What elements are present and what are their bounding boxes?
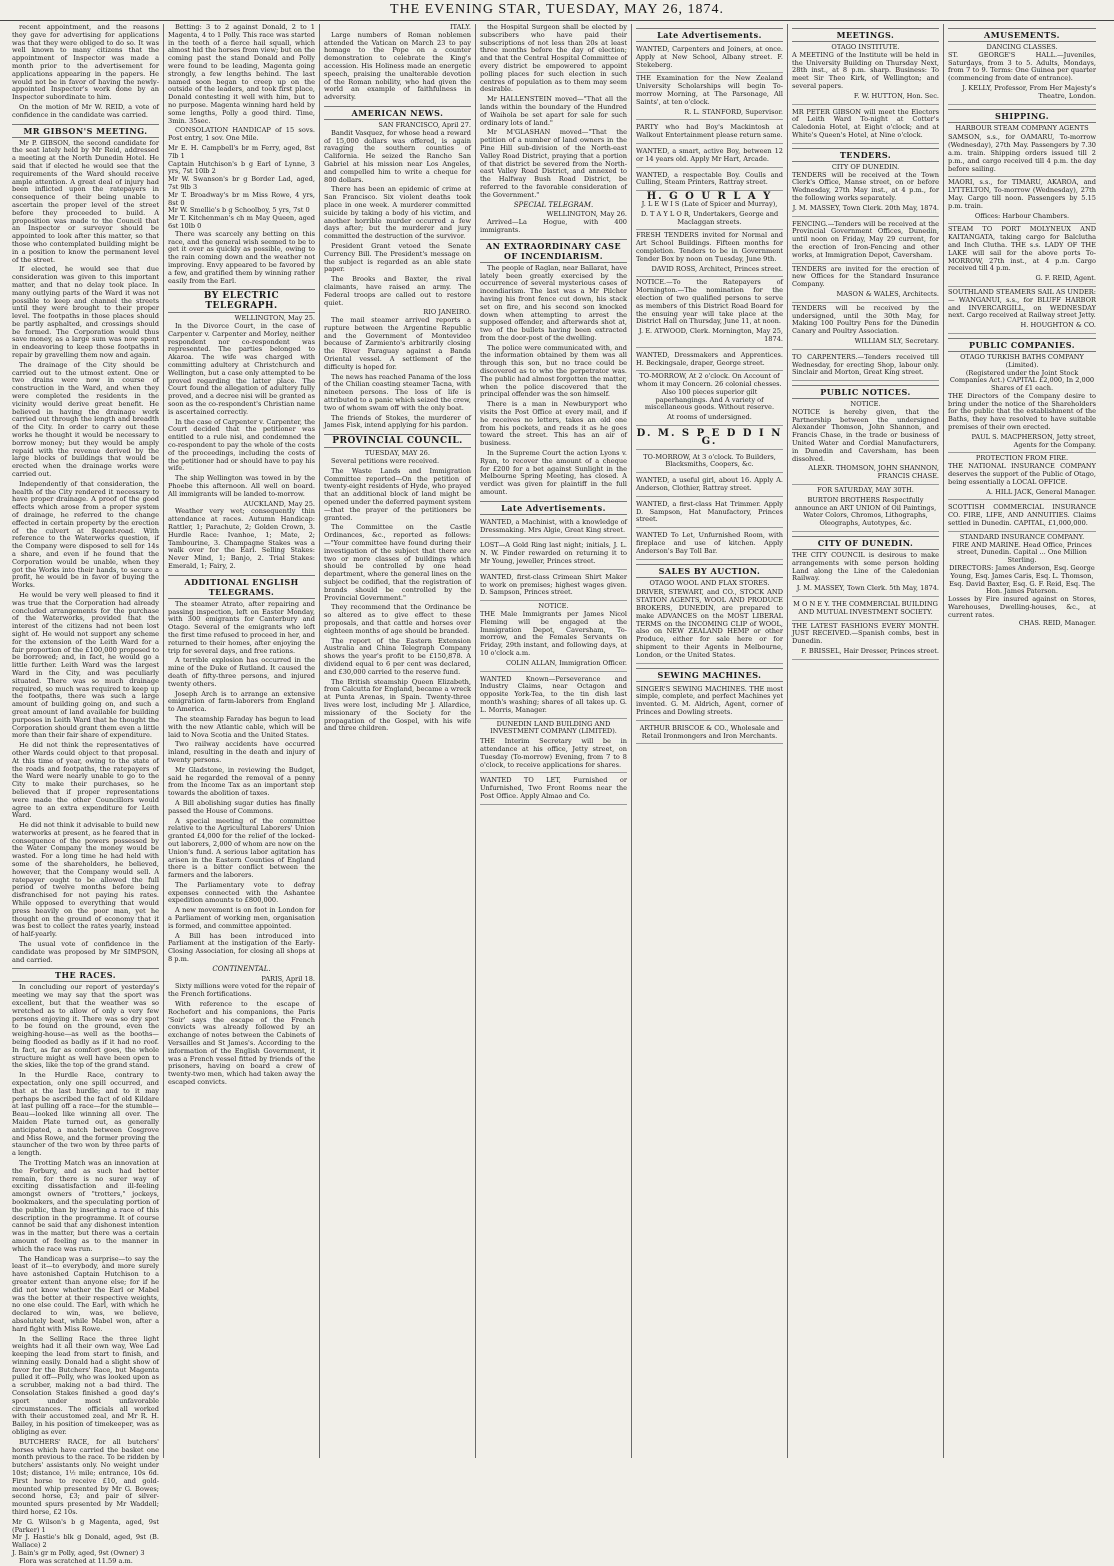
advertisement: WANTED, a useful girl, about 16. Apply A. Anderson, Clothier, Rattray street.	[636, 475, 783, 497]
section-heading: PROVINCIAL COUNCIL.	[324, 434, 471, 448]
notice-heading: CITY OF DUNEDIN.	[831, 162, 900, 171]
advertisement-name: D. T A Y L O R, Undertakers, George and Maclaggan streets.	[636, 209, 783, 231]
paragraph: the Hospital Surgeon shall be elected by subscribers who have paid their subscriptions of not less than 20s at least three months before the day of election; and that the Central Hospital Committee of every district be empowered to appoint polling places for such election in such centres of population as to them may seem desirable.	[480, 23, 627, 94]
paragraph: In the Hurdle Race, contrary to expectation, only one spill occurred, and that at the last hurdle; and to it may perhaps be ascribed the fact of old Kildare at last pulling off a race—for the stumble—Beau—looked like winning all over. The Maiden Plate turned out, as generally anticipated, a match between Cosgrove and Miss Rowe, and the former proving the stauncher of the two won by three parts of a length.	[12, 1071, 159, 1158]
section-heading: AMUSEMENTS.	[948, 28, 1096, 42]
section-heading: AMERICAN NEWS.	[324, 106, 471, 120]
paragraph: He would be very well pleased to find it was true that the Corporation had already concluded arrangements for the purchase of the Waterworks, provided that the interest of the citizens had not been lost sight of. He would not support any scheme for the extension of the Leith Ward for a fair proportion of the £100,000 proposed to be borrowed; and, in fact, he would go a little further. Leith Ward was the largest Ward in the City, and was peculiarly situated. There was so much drainage required, so much was required to keep up the footpaths, there was such a large amount of building going on, and such a great amount of land available for building purposes in Leith Ward that he thought the Corporation should grant them even a little more than their fair share of expenditure.	[12, 590, 159, 740]
paragraph: BUTCHERS' RACE, for all butchers' horses which have carried the basket one month previous to the race. To be ridden by butchers' assistants only. No weight under 10st; distance, 1½ mile; entrance, 10s 6d. First horse to receive £10, and gold-mounted whip presented by Mr G. Bowes; second horse, £3; and pair of silver-mounted spurs presented by Mr Waddell; third horse, £2 10s.	[12, 1437, 159, 1517]
advertisement: WANTED, first-class Crimean Shirt Maker to work on premises; highest wages given. D. Sampson, Princes street.	[480, 572, 627, 601]
advertisement: M O N E Y. THE COMMERCIAL BUILDING AND MUTUAL INVESTMENT SOCIETY.	[792, 599, 939, 621]
advertisement: TENDERS will be received at the Town Clerk's Office, Manse street, on or before Wednesday, 27th May inst., at 4 p.m., for the following works separately.	[792, 170, 939, 202]
advertisement: SINGER'S SEWING MACHINES. THE most simple, complete, and perfect Machines yet invented. G. M. Aldrich, Agent, corner of Princes and Dowling streets.	[636, 684, 783, 721]
advertisement-signature: F. W. HUTTON, Hon. Sec.	[792, 91, 939, 105]
paragraph: A new movement is on foot in London for a Parliament of working men, organisation is formed, and committee appointed.	[168, 906, 315, 930]
paragraph: The people of Raglan, near Ballarat, have lately been greatly exercised by the occurrence of several mysterious cases of incendiarism. The last was a Mr Pilcher having his front fence cut down, his stack set on fire, and his second son knocked down when attempting to arrest the supposed offender, and afterwards shot at, two of the bullets having been extracted from the door-post of the dwelling.	[480, 263, 627, 342]
section-heading: ADDITIONAL ENGLISH TELEGRAMS.	[168, 575, 315, 599]
paragraph: With reference to the escape of Rochefort and his companions, the Paris 'Soir' says the escape of the French convicts was already followed by an exchange of notes between the Cabinets of Versailles and St James's. According to the information of the English Government, it was a French vessel fitted by friends of the prisoners, having on board a crew of twenty-two men, which had taken away the escaped convicts.	[168, 1000, 315, 1087]
advertisement: Losses by Fire insured against on Stores, Warehouses, Dwelling-houses, &c., at current rates.	[948, 595, 1096, 619]
advertisement-signature: R. L. STANFORD, Supervisor.	[636, 107, 783, 121]
paragraph: Two railway accidents have occurred inland, resulting in the death and injury of twenty persons.	[168, 740, 315, 764]
paragraph: A Bill has been introduced into Parliament at the instigation of the Early-Closing Association, for closing all shops at 8 p.m.	[168, 931, 315, 964]
advertisement: WANTED, Dressmakers and Apprentices. H. Beckingsale, draper, George street.	[636, 350, 783, 372]
paragraph: Flora was scratched at 11.59 a.m.	[19, 1556, 133, 1565]
paragraph: There is a man in Newburyport who visits the Post Office at every mail, and if he receives no letters, takes an old one from his pockets, and reads it as he goes toward the street. This has an air of business.	[480, 400, 627, 448]
section-heading: TENDERS.	[792, 148, 939, 162]
column-3	[320, 24, 476, 1458]
paragraph: The steamship Faraday has begun to lead with the new Atlantic cable, which will be laid to Nova Scotia and the United States.	[168, 714, 315, 739]
paragraph: The police were communicated with, and the information obtained by them was all through this son, but no trace could be discovered as to who the perpetrator was. The public had almost forgotten the matter, when the police discovered that the principal offender was the son himself.	[480, 343, 627, 399]
paragraph: They recommend that the Ordinance be so altered as to give effect to these proposals, and that cattle and horses over eighteen months of age should be branded.	[324, 603, 471, 635]
paragraph: On the motion of Mr W. REID, a vote of confidence in the candidate was carried.	[12, 102, 159, 119]
paragraph: There has been an epidemic of crime at San Francisco. Six violent deaths took place in one week. A murderer committed suicide by taking a body of his victim, and another horrible murder occurred a few days after; but the murderer and jury committed the destruction of the survivor.	[324, 185, 471, 241]
section-heading: SEWING MACHINES.	[636, 668, 783, 682]
advertisement: THE NATIONAL INSURANCE COMPANY deserves the support of the Public of Otago, being essentially a LOCAL OFFICE.	[948, 462, 1096, 486]
advertisement: A MEETING of the Institute will be held in the University Building on Thursday Next, 28th inst., at 8 p.m. sharp. Business: To meet Sir Theo Kirk, of Wellington; and several papers.	[792, 50, 939, 90]
advertisement: WANTED, a respectable Boy. Coulls and Culling, Steam Printers, Rattray street.	[636, 170, 783, 192]
race-result: Mr T. Kitchenman's ch m May Queen, aged 6st 10lb 0	[168, 214, 315, 230]
paragraph: The report of the Eastern Extension Australia and China Telegraph Company shows the year's profit to be £150,878. A dividend equal to 6 per cent was declared, and £30,000 carried to the reserve fund.	[324, 636, 471, 676]
advertisement: LOST—A Gold Ring last night; initials, J. L. N. W. Finder rewarded on returning it to Mr Young, jeweller, Princes street.	[480, 540, 627, 569]
section-heading: MEETINGS.	[792, 28, 939, 42]
advertisement-signature: J. M. MASSEY, Town Clerk. 5th May, 1874.	[792, 583, 939, 597]
paragraph: A terrible explosion has occurred in the mine of the Duke of Rutland. It caused the death of fifty-three persons, and injured twenty others.	[168, 656, 315, 688]
paragraph: The usual vote of confidence in the candidate was proposed by Mr SIMPSON, and carried.	[12, 940, 159, 964]
paragraph: The Waste Lands and Immigration Committee reported—On the petition of twenty-eight residents of Hyde, who prayed that an additional block of land might be opened under the deferred payment system—that the prayer of the petitioners be granted.	[324, 466, 471, 522]
dateline: AUCKLAND, May 25.	[243, 499, 315, 508]
advertisement: WANTED, Carpenters and Joiners, at once. Apply at New School, Albany street. F. Stekeberg.	[636, 44, 783, 73]
notice-heading: NOTICE.	[850, 400, 881, 409]
column-1	[8, 23, 164, 1565]
section-subheading: CONTINENTAL.	[212, 964, 271, 973]
advertisement: NOTICE.—To the Ratepayers of Mornington.—The nomination for the election of two qualified persons to serve as members of this District Road Board for the ensuing year will take place at the District Hall on Thursday, June 11, at noon.	[636, 278, 783, 326]
paragraph: Mr Gladstone, in reviewing the Budget, said he regarded the removal of a penny from the Income Tax as an important step towards the abolition of taxes.	[168, 765, 315, 798]
paragraph: In the Supreme Court the action Lyons v. Ryan, to recover the amount of a cheque for £200 for a bet against Sunlight in the Melbourne Spring Meeting, has closed. A verdict was given for plaintiff in the full amount.	[480, 449, 627, 497]
advertisement: TO CARPENTERS.—Tenders received till Wednesday, for erecting Shop, labour only. Sinclair and Morton, Great King street.	[792, 352, 939, 381]
advertisement: WANTED, a smart, active Boy, between 12 or 14 years old. Apply Mr Hart, Arcade.	[636, 146, 783, 168]
notice-heading: OTAGO TURKISH BATHS COMPANY (Limited).	[960, 352, 1084, 369]
column-7	[944, 24, 1100, 1458]
advertisement-signature: At rooms of undersigned.	[636, 412, 783, 426]
advertisement-signature: COLIN ALLAN, Immigration Officer.	[480, 658, 627, 672]
paragraph: Independently of that consideration, the health of the City rendered it necessary to have proper drainage. A proof of the good effects which arose from a proper system of drainage, he referred to the change effected in certain property by the erection of the culvert at Regent-road. With reference to the Waterworks question, if the Company were disposed to sell for 14s a share, and even if he found that the Corporation would be unable, when they got the Works into their hands, to secure a profit, he would be in favor of buying the Works.	[12, 479, 159, 590]
notice-heading: NOTICE.	[538, 602, 569, 611]
paragraph: In the Selling Race the three light weights had it all their own way, Wee Lad keeping the lead from start to finish, and winning easily. Donald had a slight show of favor for the Butchers' Race, but Magenta pulled it off—Polly, who was looked upon as a scrubber, making not a bad third. The Consolation Stakes finished a good day's sport under most unfavorable circumstances. The officials all worked with their accustomed zeal, and Mr R. H. Bailey, in his position of timekeeper, was as obliging as ever.	[12, 1334, 159, 1437]
section-heading: THE RACES.	[12, 968, 159, 982]
paragraph: The Brooks and Baxter, the rival claimants, have raised an army. The Federal troops are called out to restore quiet.	[324, 275, 471, 307]
paragraph: The British steamship Queen Elizabeth, from Calcutta for England, became a wreck at Punta Arenas, in Spain. Twenty-three lives were lost, including Mr J. Allardice, missionary of the Society for the propagation of the Gospel, with his wife and three children.	[324, 677, 471, 733]
advertisement: SAMSON, s.s., for OAMARU, To-morrow (Wednesday), 27th May. Passengers by 7.30 a.m. train. Shipping orders issued till 2 p.m., and cargo received till 4 p.m. the day before sailing.	[948, 132, 1096, 177]
advertisement: MR PETER GIBSON will meet the Electors of Leith Ward To-night at Cotter's Caledonia Hotel, at Eight o'clock; and at White's Queen's Hotel, at Nine o'clock.	[792, 107, 939, 144]
advertisement: TENDERS are invited for the erection of new Offices for the Standard Insurance Company.	[792, 264, 939, 289]
section-label: ITALY.	[450, 23, 471, 31]
advertisement: THE Examination for the New Zealand University Scholarships will begin To-morrow Morning, at The Parsonage, All Saints', at ten o'clock.	[636, 74, 783, 106]
paragraph: Weather very wet; consequently thin attendance at races. Autumn Handicap: Rattler, 1; Parachute, 2; Golden Crown, 3. Hurdle Race: Ivanhoe, 1; Mate, 2; Tambourine, 3. Champagne Stakes was a walk over for the Earl. Selling Stakes: Never Mind, 1; Banjo, 2. Trial Stakes: Emerald, 1; Fairy, 2.	[168, 507, 315, 570]
paragraph: The Committee on the Castle Ordinances, &c., reported as follows:—"Your committee have found during their investigation of the subject that there are two or more classes of buildings which should be controlled by one head department, where the general lines on the subject be codified, that the registration of brands should be controlled by the Provincial Government."	[324, 523, 471, 602]
paragraph: The mail steamer arrived reports a rupture between the Argentine Republic and the Government of Montevideo because of Zarmiento's arbitrarily closing the River Paraguay against a Banda Oriental vessel. A settlement of the difficulty is hoped for.	[324, 316, 471, 371]
section-heading: SHIPPING.	[948, 109, 1096, 123]
advertisement-name: D. M. S P E D D I N G.	[636, 428, 783, 450]
section-heading: CITY OF DUNEDIN.	[792, 536, 939, 550]
section-heading: SALES BY AUCTION.	[636, 564, 783, 578]
paragraph: In concluding our report of yesterday's meeting we may say that the sport was excellent, but that the weather was so wretched as to allow of only a very few persons enjoying it. There was so dry spot to be found on the ground, even the weighing-house—as well as the booths—being flooded as badly as if it had no roof. In fact, as far as comfort goes, the whole structure might as well have been open to the skies, like the top of the grand stand.	[12, 983, 159, 1070]
section-heading: Late Advertisements.	[480, 501, 627, 515]
notice-heading: OTAGO WOOL AND FLAX STORES.	[649, 578, 770, 587]
advertisement: NOTICE is hereby given, that the Partnership between the undersigned Alexander Thomson, John Shannon, and Francis Chase, in the trade or business of United Water and Cordial Manufacturers, in Dunedin and Caversham, has been dissolved.	[792, 407, 939, 463]
advertisement-signature: J. E. ATWOOD, Clerk. Mornington, May 25, 1874.	[636, 326, 783, 348]
race-result: Mr W. Swanson's br g Border Lad, aged, 7st 9lb 3	[168, 175, 315, 191]
advertisement: DIRECTORS: James Anderson, Esq. George Young, Esq. James Caris, Esq. L. Thomson, Esq. David Baxter, Esq. G. F. Reid, Esq. The Hon. James Paterson.	[949, 564, 1095, 596]
advertisement: WANTED Known—Perseverance and Industry Claims, near Octagon and opposite York-Tea, to the tin dish last month's washing; shares of all takes up. G. L. Morris, Manager.	[480, 674, 627, 719]
advertisement: THE Male Immigrants per James Nicol Fleming will be engaged at the Immigration Depot, Caversham, To-morrow, and the Females Servants on Friday, 29th instant, and following days, at 10 o'clock a.m.	[480, 610, 627, 657]
advertisement: THE Directors of the Company desire to bring under the notice of the Shareholders for the public that the establishment of the Baths, they have resolved to have suitable premises of their own erected.	[948, 391, 1096, 432]
paragraph: Mr HALLENSTEIN moved—"That all the lands within the boundary of the Hundred of Waihola be set apart for sale for such ordinary lots of land."	[480, 95, 627, 127]
paragraph: Arrived—La Hogue, with 400 immigrants.	[480, 218, 627, 234]
advertisement-signature: WILLIAM SLY, Secretary.	[792, 336, 939, 350]
advertisement-signature: J. KELLY, Professor, From Her Majesty's Theatre, London.	[948, 83, 1096, 105]
section-subheading: SPECIAL TELEGRAM.	[513, 200, 594, 209]
paragraph: A special meeting of the committee relative to the Agricultural Laborers' Union granted £4,000 for the relief of the locked-out laborers, 2,000 of whom are now on the Union's fund. A serious labor agitation has arisen in the Eastern Counties of England there is a bitter conflict between the farmers and the laborers.	[168, 816, 315, 880]
advertisement-signature: H. HOUGHTON & CO.	[948, 320, 1096, 334]
notice-heading: DUNEDIN LAND BUILDING AND INVESTMENT COMPANY (LIMITED).	[490, 719, 617, 736]
paragraph: Mr M'GLASHAN moved—"That the petition of a number of land owners in the Pine Hill sub-division of the North-east Valley Road District, praying that a portion of that district be severed from the North-east Valley Road District, and annexed to the Halfway Bush Road District, be referred to the favorable consideration of the Government."	[480, 128, 627, 199]
section-heading: Late Advertisements.	[636, 28, 783, 42]
section-heading: PUBLIC NOTICES.	[792, 385, 939, 399]
masthead: THE EVENING STAR, TUESDAY, MAY 26, 1874.	[0, 0, 1114, 21]
advertisement: MAORI, s.s., for TIMARU, AKAROA, and LYTTELTON, To-morrow (Wednesday), 27th May. Cargo till noon. Passengers by 5.15 p.m. train.	[948, 178, 1096, 210]
paragraph: The Parliamentary vote to defray expenses connected with the Ashantee expedition amounts to £800,000.	[168, 880, 315, 905]
advertisement: ST. GEORGE'S HALL.—Juveniles, Saturdays, from 3 to 5. Adults, Mondays, from 7 to 9. Terms: One Guinea per quarter (commencing from date of entrance).	[948, 50, 1096, 83]
dateline: PARIS, April 18.	[261, 974, 315, 983]
dateline: WELLINGTON, May 25.	[234, 314, 315, 323]
notice-heading: PROTECTION FROM FIRE.	[975, 454, 1069, 463]
advertisement-signature: PAUL S. MACPHERSON, Jetty street, Agents for the Company.	[948, 432, 1096, 454]
advertisement: WANTED TO LET, Furnished or Unfurnished, Two Front Rooms near the Post Office. Apply Almao and Co.	[480, 775, 627, 804]
race-result: J. Bain's gr m Polly, aged, 9st (Owner) 3	[12, 1549, 145, 1558]
advertisement-signature: F. BRISSEL, Hair Dresser, Princes street.	[792, 646, 939, 660]
advertisement: DRIVER, STEWART, and CO., STOCK AND STATION AGENTS, WOOL AND PRODUCE BROKERS, DUNEDIN, are prepared to make ADVANCES on the MOST LIBERAL TERMS on the INCOMING CLIP of WOOL, also on NEW ZEALAND HEMP or other Produce, either for sale here or for shipment to their Agents in Melbourne, London, or the United States.	[636, 587, 783, 663]
advertisement-signature: DAVID ROSS, Architect, Princes street.	[636, 264, 783, 278]
advertisement: TO-MORROW, At 2 o'clock. On Account of whom it may Concern. 26 colonial chesses. Also 100 pieces superior gilt paperhangings. And A variety of miscellaneous goods. Without reserve.	[637, 372, 782, 412]
paragraph: Sixty millions were voted for the repair of the French fortifications.	[168, 982, 315, 999]
section-heading: BY ELECTRIC TELEGRAPH.	[168, 289, 315, 313]
race-result: Mr E. H. Campbell's br m Ferry, aged, 8st 7lb 1	[168, 143, 315, 160]
advertisement-signature: ALEXR. THOMSON, JOHN SHANNON, FRANCIS CHASE.	[792, 463, 939, 485]
advertisement: SCOTTISH COMMERCIAL INSURANCE CO. FIRE, LIFE, AND ANNUITIES. Claims settled in Dunedin. CAPITAL, £1,000,000.	[948, 502, 1096, 531]
dateline: WELLINGTON, May 26.	[546, 210, 627, 219]
advertisement-signature: J. M. MASSEY, Town Clerk. 20th May, 1874.	[792, 203, 939, 217]
section-heading: AN EXTRAORDINARY CASE OF INCENDIARISM.	[480, 239, 627, 263]
section-heading: MR GIBSON'S MEETING.	[12, 124, 159, 138]
advertisement: WANTED To Let, Unfurnished Room, with fireplace and use of kitchen. Apply Anderson's Bay Toll Bar.	[636, 530, 783, 559]
column-4	[476, 24, 632, 1458]
dateline: TUESDAY, MAY 26.	[365, 449, 430, 458]
race-result: Captain Hutchison's b g Earl of Lynne, 3 yrs, 7st 10lb 2	[168, 159, 315, 176]
section-heading: PUBLIC COMPANIES.	[948, 338, 1096, 352]
paragraph: The ship Wellington was towed in by the Phoebe this afternoon. All well on board. All immigrants will be landed to-morrow.	[168, 474, 315, 498]
paragraph: The Handicap was a surprise—to say the least of it—to everybody, and more surely have astonished Captain Hutchison to a greater extent than anyone else; for if he did not know whether the Earl or Mabel was the better at their respective weights, no one else could. The Earl, with which he declared to win, was, we believe, absolutely beat, while Mabel won, after a hard fight with Miss Rowe.	[12, 1254, 159, 1333]
advertisement: THE LATEST FASHIONS EVERY MONTH. JUST RECEIVED.—Spanish combs, best in Dunedin.	[792, 621, 939, 646]
paragraph: The friends of Stokes, the murderer of James Fisk, intend applying for his pardon.	[324, 413, 471, 430]
race-result: Mr G. Wilson's b g Magenta, aged, 9st (Parker) 1	[12, 1517, 159, 1534]
paragraph: A Bill abolishing sugar duties has finally passed the House of Commons.	[168, 798, 315, 815]
advertisement-signature: Offices: Harbour Chambers.	[948, 211, 1096, 225]
paragraph: If elected, he would see that due consideration was given to this important matter, and that no delay took place. In many outlying parts of the Ward it was not possible to keep and channel the streets until they were brought to their proper level. The footpaths in those places should be partly asphalted, and crossings should be formed. The Corporation would thus save money, as a large sum was now spent in endeavoring to keep those footpaths in repair by gravelling them now and again.	[12, 265, 159, 360]
advertisement: FIRE AND MARINE. Head Office, Princes street, Dunedin. Capital ... One Million Sterling.	[952, 540, 1092, 565]
advertisement: PARTY who had Boy's Mackintosh at Walkout Entertainment please return same.	[636, 122, 783, 144]
advertisement-signature: MASON & WALES, Architects.	[792, 289, 939, 303]
advertisement: ARTHUR BRISCOE & CO., Wholesale and Retail Ironmongers and Iron Merchants.	[636, 723, 783, 745]
paragraph: There was scarcely any betting on this race, and the general wish seemed to be to get it over as quickly as possible, owing to the rain coming down and the weather not improving. Envy appeared to be favored by a few, and gratified them by winning rather easily from the Earl.	[168, 229, 315, 285]
paragraph: Several petitions were received.	[331, 457, 440, 466]
notice-heading: HARBOUR STEAM COMPANY AGENTS	[955, 123, 1089, 132]
column-2	[164, 24, 320, 1458]
paragraph: He did not think it advisable to build new waterworks at present, as he feared that in consequence of the powers possessed by the Water Company the money would be wasted. For a long time he had held with some of the shareholders, he believed, however, that the Company would sell. A ratepayer ought to be allowed the full period of twelve months before being disfranchised for not paying his rates. While opposed to everything that would press heavily on the poor man, yet he thought on the ground of economy that it was best to collect the rates yearly, instead of half-yearly.	[12, 821, 159, 939]
race-result: Mr J. Hastie's blk g Donald, aged, 9st (B. Wallace) 2	[12, 1533, 159, 1550]
paragraph: President Grant vetoed the Senate Currency Bill. The President's message on the subject is regarded as an able state paper.	[324, 241, 471, 274]
race-result: Mr W. Smellie's b g Schoolboy, 5 yrs, 7st 0	[168, 206, 310, 215]
paragraph: Mr P. GIBSON, the second candidate for the seat lately held by Mr Reid, addressed a meeting at the North Dunedin Hotel. He said that if elected he would see that the requirements of the Ward should receive ample attention. A great deal of injury had been inflicted upon the ratepayers in consequence of their being unable to ascertain the proper level of the street before they proceeded to build. A proposition was made to the Council that an Inspector or surveyor should be appointed to look after this matter, so that those who contemplated building might be in a position to know the permanent level of the street.	[12, 138, 159, 264]
advertisement: SOUTHLAND STEAMERS SAIL AS UNDER:— WANGANUI, s.s., for BLUFF HARBOR and INVERCARGILL, on WEDNESDAY next. Cargo received at Railway street Jetty.	[948, 287, 1096, 320]
paragraph: The news has reached Panama of the loss of the Chilian coasting steamer Tacna, with nineteen persons. The loss of life is attributed to a panic which seized the crew, two of whom swam off with the only boat.	[324, 372, 471, 412]
advertisement-name: J. L E W I S (Late of Spicer and Murray),	[641, 199, 778, 208]
advertisement: TO-MORROW, At 3 o'clock. To Builders, Blacksmiths, Coopers, &c.	[636, 452, 783, 474]
paragraph: recent appointment, and the reasons they gave for advertising for applications was that they were obliged to do so. It was well known to many citizens that the appointment of Inspector was made a month prior to the advertisement for applications appearing in the papers. He would not be in favor of having the newly-appointed Inspector's work done by an Inspector subordinate to him.	[12, 23, 159, 102]
paragraph: Betting: 3 to 2 against Donald, 2 to 1 Magenta, 4 to 1 Polly. This race was started in the teeth of a fierce hail squall, which almost hid the horses from view; but on the coming past the stand Donald and Polly were found to be leading, Magenta going strongly, a few lengths behind. The last named soon began to creep up on the outside of the leaders, and took first place, Donald contesting it well with him, but to no purpose. Magenta winning hard held by some lengths, Polly a good third. Time, 3min. 35sec.	[168, 23, 315, 125]
advertisement: FRESH TENDERS invited for Normal and Art School Buildings. Fifteen months for completion. Tenders to be in Government Tender Box by noon on Tuesday, June 9th.	[636, 231, 783, 263]
advertisement: TENDERS will be received by the undersigned, until the 30th May, for Making 100 Poultry Pens for the Dunedin Canary and Poultry Association.	[792, 303, 939, 336]
paragraph: Bandit Vasquez, for whose head a reward of 15,000 dollars was offered, is again ravaging the southern counties of California. He seized the Rancho San Gabriel at his mission near Los Angeles, and compelled him to write a cheque for 800 dollars.	[324, 128, 471, 184]
columns	[8, 23, 1108, 1565]
paragraph: The drainage of the City should be carried out to the utmost extent. One or two drains were now in course of construction in the Ward, and when they were completed the residents in the vicinity would derive great benefit. He believed in having the drainage work carried out through the length and breadth of the City. In order to carry out these works he thought it would be necessary to borrow money; but they would be amply repaid with the revenue derived by the large blocks of buildings that would be erected when the drainage works were carried out.	[12, 360, 159, 479]
notice-heading: DANCING CLASSES.	[986, 43, 1058, 51]
dateline: SAN FRANCISCO, April 27.	[378, 120, 471, 129]
paragraph: The steamer Atrato, after repairing and passing inspection, left on Easter Monday, with 300 emigrants for Canterbury and Otago. Several of the emigrants who left the first time refused to proceed in her, and returned to their homes, after enjoying the trip for several days, and free rations.	[168, 599, 315, 655]
notice-heading: OTAGO INSTITUTE.	[831, 43, 900, 51]
paragraph: CONSOLATION HANDICAP of 15 sovs. Post entry, 1 sov. One Mile.	[168, 126, 315, 143]
race-result: Mr T. Broadway's br m Miss Rowe, 4 yrs, 8st 0	[168, 190, 315, 207]
advertisement-signature: A. HILL JACK, General Manager.	[948, 487, 1096, 501]
advertisement: THE Interim Secretary will be in attendance at his office, Jetty street, on Tuesday (To-morrow) Evening, from 7 to 8 o'clock, to receive applications for shares.	[480, 736, 627, 773]
advertisement: THE CITY COUNCIL is desirous to make arrangements with some person holding Land along the Line of the Caledonian Railway.	[792, 551, 939, 583]
advertisement: STEAM TO PORT MOLYNEUX AND KAITANGATA, taking cargo for Balclutha and Inch Clutha. THE s.s. LADY OF THE LAKE will sail for the above ports To-MORROW, 27th inst., at 4 p.m. Cargo received till 4 p.m.	[948, 225, 1096, 273]
advertisement: BURTON BROTHERS Respectfully announce an ART UNION of Oil Paintings, Water Colors, Chromos, Lithographs, Oleographs, Autotypes, &c.	[792, 495, 939, 532]
advertisement: WANTED, a first-class Hat Trimmer. Apply D. Sampson, Hat Manufactory, Princes street.	[636, 499, 783, 528]
notice-heading: FOR SATURDAY, MAY 30TH.	[817, 486, 914, 495]
paragraph: The Trotting Match was an innovation at the Forbury, and as such had better remain, for there is no surer way of exciting dissatisfaction and ill-feeling amongst owners of "trotters," jockeys, bookmakers, and the speculating portion of the public, than by inserting a race of this description in the programme. It of course cannot be said that any dishonest intention was in the matter, but there was a certain amount of feeling as to the manner in which the race was run.	[12, 1158, 159, 1253]
paragraph: He did not think the representatives of other Wards could object to that proposal. At this time of year, owing to the state of the roads and footpaths, the ratepayers of the Ward were nearly unable to go to the City to make their purchases, so he believed that if proper representations were made the other Councillors would agree to an extra expenditure for Leith Ward.	[12, 741, 159, 820]
paragraph: Joseph Arch is to arrange an extensive emigration of farm-laborers from England to America.	[168, 689, 315, 714]
notice-heading: STANDARD INSURANCE COMPANY.	[959, 532, 1085, 541]
advertisement-name: H. G O U R L A Y	[646, 191, 773, 203]
column-6	[788, 24, 944, 1458]
advertisement: FENCING.—Tenders will be received at the Provincial Government Offices, Dunedin, until noon on Friday, May 29 current, for the erection of Iron-Fencing and other works, at Immigration Depot, Caversham.	[792, 219, 939, 264]
advertisement-signature: G. F. REID, Agent.	[948, 273, 1096, 287]
dateline: RIO JANEIRO.	[423, 308, 471, 317]
column-5	[632, 24, 788, 1458]
paragraph: In the case of Carpenter v. Carpenter, the Court decided that the petitioner was entitled to a rule nisi, and condemned the co-respondent to pay the whole of the costs of the proceedings, including the costs of the petitioner had or should have to pay his wife.	[168, 417, 315, 473]
advertisement: (Registered under the Joint Stock Companies Act.) CAPITAL £2,000, In 2,000 Shares of £1 each.	[949, 368, 1095, 393]
advertisement: WANTED, a Machinist, with a knowledge of Dressmaking. Mrs Algie, Great King street.	[480, 517, 627, 539]
paragraph: Large numbers of Roman noblemen attended the Vatican on March 23 to pay homage to the Pope on a counter demonstration to celebrate the King's accession. His Holiness made an energetic speech, praising the unalterable devotion of the Roman nobility, who had given the world an example of faithfulness in adversity.	[324, 30, 471, 102]
paragraph: In the Divorce Court, in the case of Carpenter v. Carpenter and Morley, neither respondent nor co-respondent was represented. The parties belonged to Akaroa. The wife was charged with committing adultery at Christchurch and Wellington, but a case only attempted to be proved regarding the latter place. The Court found the allegation of adultery fully proved, and a decree nisi will be granted as soon as the co-respondent's Christian name is ascertained correctly.	[168, 322, 315, 416]
advertisement-signature: CHAS. REID, Manager.	[1018, 618, 1096, 627]
